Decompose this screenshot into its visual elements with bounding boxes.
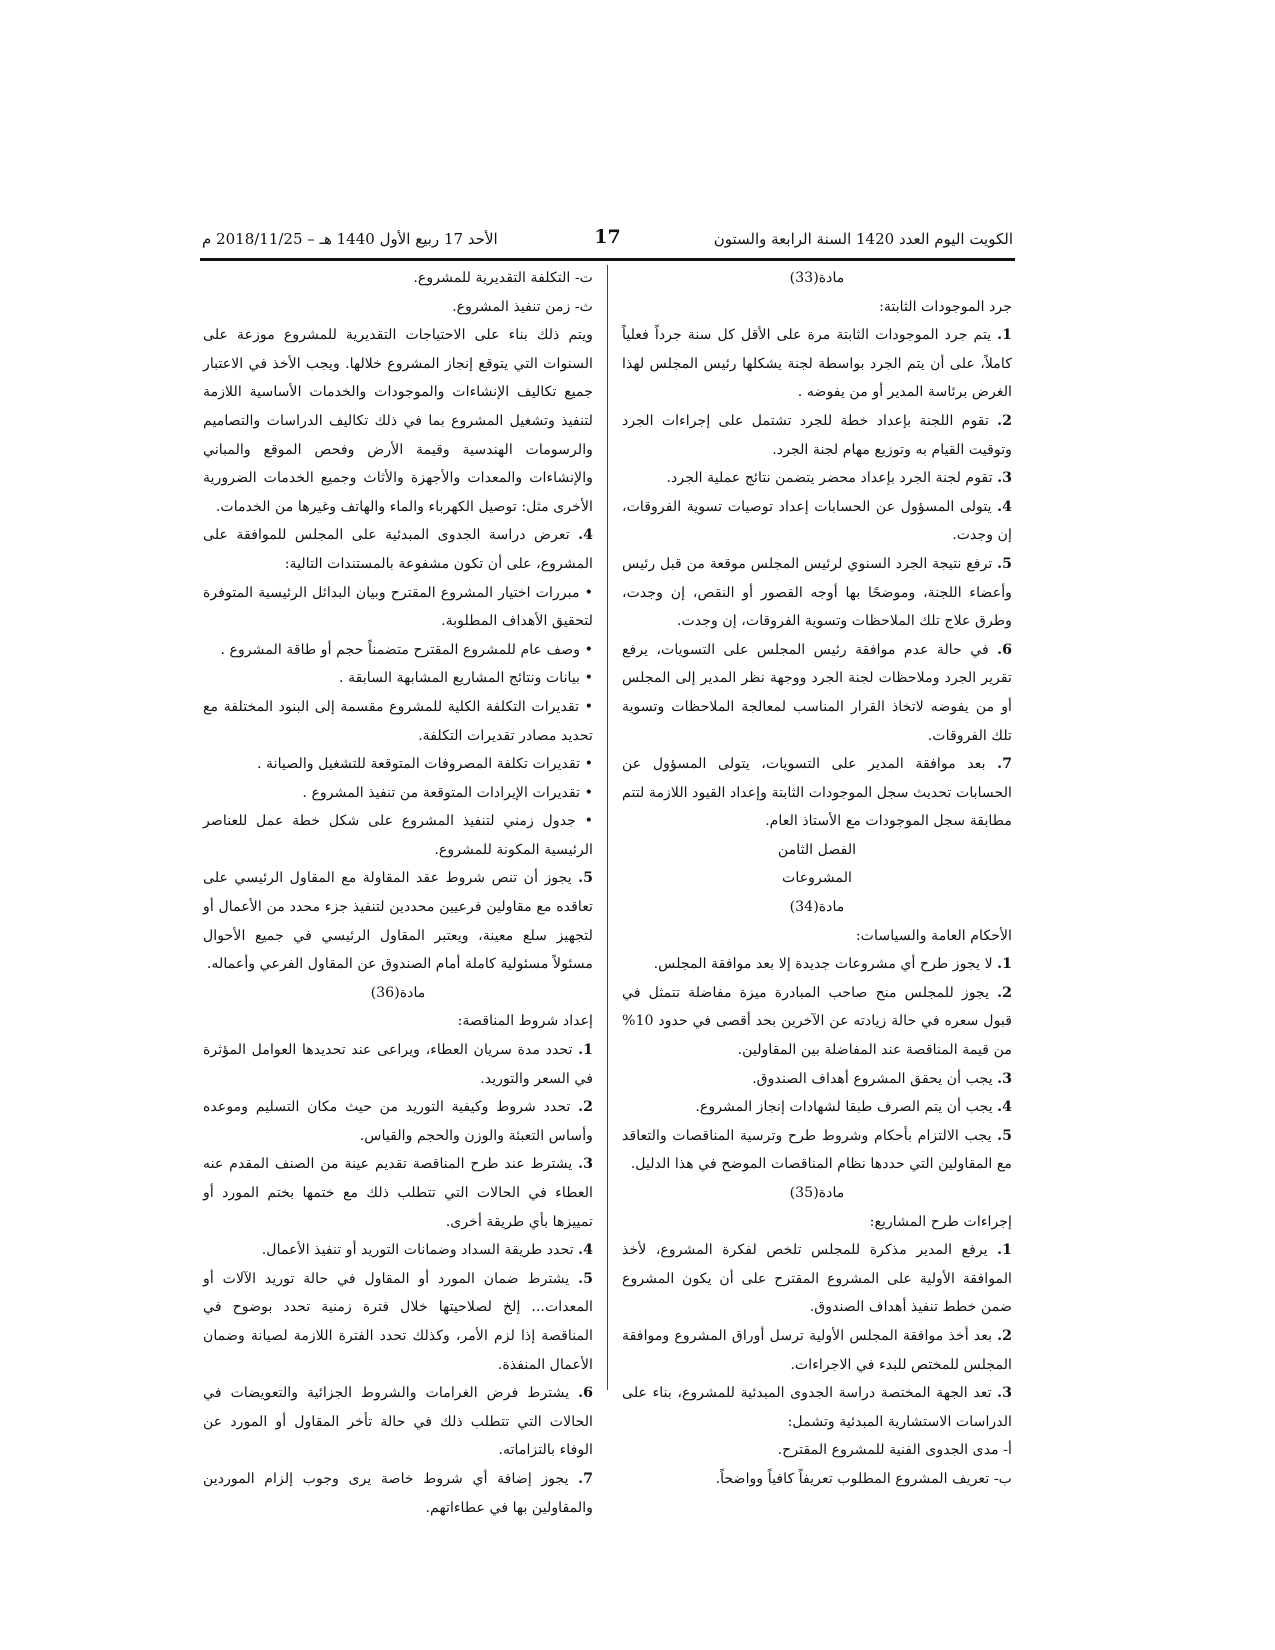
numbered-clause xyxy=(622,979,1012,1065)
paragraph: • مبررات اختيار المشروع المقترح وبيان البدائل الرئيسية المتوفرة لتحقيق الأهداف المطلوبة. xyxy=(203,584,593,630)
article-heading: مادة(35) xyxy=(789,1185,845,1201)
clause-text: لا يجوز طرح أي مشروعات جديدة إلا بعد موافقة المجلس. xyxy=(653,956,998,973)
paragraph: • تقديرات تكلفة المصروفات المتوقعة للتشغيل والصيانة . xyxy=(257,756,593,773)
clause-number: 1. xyxy=(578,1042,593,1059)
publication-title: الكويت اليوم العدد 1420 السنة الرابعة والستون xyxy=(713,230,1013,248)
clause-text: تحدد مدة سريان العطاء، ويراعى عند تحديدها العوامل المؤثرة في السعر والتوريد. xyxy=(203,1042,593,1087)
numbered-clause xyxy=(622,321,1012,407)
clause-number: 1. xyxy=(997,327,1012,344)
numbered-clause xyxy=(203,864,593,978)
clause-text: يتولى المسؤول عن الحسابات إعداد توصيات تسوية الفروقات، إن وجدت. xyxy=(622,498,1012,544)
clause-number: 1. xyxy=(997,1242,1012,1259)
paragraph: ث- زمن تنفيذ المشروع. xyxy=(452,298,593,315)
clause-text: يرفع المدير مذكرة للمجلس تلخص لفكرة المشروع، لأخذ الموافقة الأولية على المشروع المقترح على أن يكون المشروع ضمن خطط تنفيذ أهداف الصندوق. xyxy=(622,1242,1012,1316)
clause-number: 7. xyxy=(997,756,1012,773)
clause-text: يجوز للمجلس منح صاحب المبادرة ميزة مفاضلة تتمثل في قبول سعره في حالة زيادته عن الآخرين بحد أقصى في حدود 10% من قيمة المناقصة عند المفاضلة بين المقاولين. xyxy=(622,984,1012,1059)
section-heading: جرد الموجودات الثابتة: xyxy=(879,298,1012,315)
clause-number: 2. xyxy=(578,1099,593,1116)
clause-text: يشترط فرض الغرامات والشروط الجزائية والتعويضات في الحالات التي تتطلب ذلك في حالة تأخر المقاول أو المورد عن الوفاء بالتزاماته. xyxy=(203,1385,593,1459)
article-heading: مادة(34) xyxy=(789,899,845,916)
clause-text: يشترط عند طرح المناقصة تقديم عينة من الصنف المقدم عنه العطاء في الحالات التي تتطلب ذلك مع ختمها بختم المورد أو تمييزها بأي طريقة أخرى. xyxy=(203,1156,593,1230)
numbered-clause xyxy=(203,1236,593,1265)
clause-number: 5. xyxy=(997,555,1012,572)
clause-text: يشترط ضمان المورد أو المقاول في حالة توريد الآلات أو المعدات... إلخ لصلاحيتها خلال فترة زمنية تحدد بوضوح في المناقصة إذا لزم الأمر، وكذلك تحدد الفترة اللازمة لصيانة وضمان الأعمال المنفذة. xyxy=(203,1270,593,1373)
numbered-clause xyxy=(622,493,1012,550)
section-heading: إعداد شروط المناقصة: xyxy=(457,1013,593,1030)
article-heading: الفصل الثامن xyxy=(777,841,857,858)
clause-number: 4. xyxy=(578,1242,593,1259)
clause-number: 3. xyxy=(997,470,1012,487)
numbered-clause xyxy=(622,1093,1012,1122)
clause-number: 3. xyxy=(997,1385,1012,1402)
clause-text: بعد موافقة المدير على التسويات، يتولى المسؤول عن الحسابات تحديث سجل الموجودات الثابتة وإعداد القيود اللازمة لتتم مطابقة سجل الموجودات مع الأستاذ العام. xyxy=(622,756,1012,830)
numbered-clause xyxy=(622,750,1012,836)
numbered-clause xyxy=(203,1093,593,1150)
clause-text: ترفع نتيجة الجرد السنوي لرئيس المجلس موقعة من قبل رئيس وأعضاء اللجنة، وموضحًا بها أوجه القصور أو النقص، إن وجدت، وطرق علاج تلك الملاحظات وتسوية الفروقات، إن وجدت. xyxy=(622,555,1012,630)
left-column xyxy=(203,264,593,1522)
numbered-clause xyxy=(622,1122,1012,1179)
numbered-clause xyxy=(622,950,1012,979)
numbered-clause xyxy=(622,464,1012,493)
numbered-clause xyxy=(203,1379,593,1465)
clause-text: تحدد شروط وكيفية التوريد من حيث مكان التسليم وموعده وأساس التعبئة والوزن والحجم والقياس. xyxy=(203,1099,593,1144)
numbered-clause xyxy=(622,1065,1012,1094)
section-heading: الأحكام العامة والسياسات: xyxy=(855,927,1012,944)
clause-number: 6. xyxy=(997,641,1012,658)
numbered-clause xyxy=(622,1379,1012,1436)
numbered-clause xyxy=(622,636,1012,750)
clause-text: يجب أن يحقق المشروع أهداف الصندوق. xyxy=(752,1070,998,1087)
clause-text: يجوز إضافة أي شروط خاصة يرى وجوب إلزام الموردين والمقاولين بها في عطاءاتهم. xyxy=(203,1470,593,1516)
clause-number: 4. xyxy=(997,498,1012,515)
page-header xyxy=(200,226,1015,256)
clause-number: 6. xyxy=(578,1385,593,1402)
clause-number: 7. xyxy=(578,1470,593,1487)
numbered-clause xyxy=(622,1322,1012,1379)
clause-number: 1. xyxy=(997,956,1012,973)
page-number: 17 xyxy=(594,226,621,248)
clause-text: تعد الجهة المختصة دراسة الجدوى المبدئية للمشروع، بناء على الدراسات الاستشارية المبدئية وتشمل: xyxy=(622,1385,1012,1430)
clause-text: يجب الالتزام بأحكام وشروط طرح وترسية المناقصات والتعاقد مع المقاولين التي حددها نظام المناقصات الموضح في هذا الدليل. xyxy=(622,1127,1012,1173)
paragraph: • وصف عام للمشروع المقترح متضمناً حجم أو طاقة المشروع . xyxy=(220,641,593,658)
clause-text: تقوم اللجنة بإعداد خطة للجرد تشتمل على إجراءات الجرد وتوقيت القيام به وتوزيع مهام لجنة الجرد. xyxy=(622,412,1012,458)
paragraph: ب- تعريف المشروع المطلوب تعريفاً كافياً وواضحاً. xyxy=(715,1470,1012,1487)
clause-text: تعرض دراسة الجدوى المبدئية على المجلس للموافقة على المشروع، على أن تكون مشفوعة بالمستندات التالية: xyxy=(203,527,593,572)
paragraph: • بيانات ونتائج المشاريع المشابهة السابقة . xyxy=(339,670,593,687)
clause-number: 2. xyxy=(997,412,1012,429)
column-divider xyxy=(607,265,608,1390)
clause-number: 5. xyxy=(578,1270,593,1287)
clause-number: 4. xyxy=(578,527,593,544)
clause-number: 5. xyxy=(997,1127,1012,1144)
paragraph: أ- مدى الجدوى الفنية للمشروع المقترح. xyxy=(777,1442,1012,1459)
clause-number: 3. xyxy=(578,1156,593,1173)
paragraph: • جدول زمني لتنفيذ المشروع على شكل خطة عمل للعناصر الرئيسية المكونة للمشروع. xyxy=(203,813,593,858)
article-heading: المشروعات xyxy=(782,870,852,887)
paragraph: • تقديرات التكلفة الكلية للمشروع مقسمة إلى البنود المختلفة مع تحديد مصادر تقديرات التكلفة. xyxy=(203,698,593,744)
numbered-clause xyxy=(622,1236,1012,1322)
numbered-clause xyxy=(203,1036,593,1093)
article-heading: مادة(33) xyxy=(789,270,845,286)
paragraph: ويتم ذلك بناء على الاحتياجات التقديرية للمشروع موزعة على السنوات التي يتوقع إنجاز المشروع خلالها. ويجب الأخذ في الاعتبار جميع تكاليف الإنشاءات والموجودات والخدمات الأساسية اللازمة لتنفيذ وتشغيل المشروع بما في ذلك تكاليف الدراسات والتصاميم والرسومات الهندسية وقيمة الأرض وفحص الموقع والمباني والإنشاءات والمعدات والأجهزة والأثاث وجميع الخدمات الضرورية الأخرى مثل: توصيل الكهرباء والماء والهاتف وغيرها من الخدمات. xyxy=(203,327,593,515)
clause-text: تقوم لجنة الجرد بإعداد محضر يتضمن نتائج عملية الجرد. xyxy=(666,470,998,487)
clause-number: 5. xyxy=(578,870,593,887)
numbered-clause xyxy=(203,1465,593,1522)
numbered-clause xyxy=(622,550,1012,636)
section-heading: إجراءات طرح المشاريع: xyxy=(869,1213,1012,1230)
clause-text: يجوز أن تنص شروط عقد المقاولة مع المقاول الرئيسي على تعاقده مع مقاولين فرعيين محددين لتنفيذ جزء محدد من الأعمال أو لتجهيز سلع معينة، ويعتبر المقاول الرئيسي في جميع الأحوال مسئولاً مسئولية كاملة أمام الصندوق عن المقاول الفرعي وأعماله. xyxy=(203,870,593,973)
numbered-clause xyxy=(203,521,593,578)
numbered-clause xyxy=(203,1150,593,1236)
issue-date: الأحد 17 ربيع الأول 1440 هـ – 2018/11/25 م xyxy=(202,230,498,248)
clause-text: بعد أخذ موافقة المجلس الأولية ترسل أوراق المشروع وموافقة المجلس للمختص للبدء في الاجراءات. xyxy=(622,1327,1012,1373)
right-column xyxy=(622,264,1012,1494)
header-rule xyxy=(200,258,1015,261)
paragraph: ت- التكلفة التقديرية للمشروع. xyxy=(413,270,593,286)
clause-text: تحدد طريقة السداد وضمانات التوريد أو تنفيذ الأعمال. xyxy=(261,1242,579,1259)
clause-number: 3. xyxy=(997,1070,1012,1087)
clause-number: 4. xyxy=(997,1099,1012,1116)
numbered-clause xyxy=(622,407,1012,464)
paragraph: • تقديرات الإيرادات المتوقعة من تنفيذ المشروع . xyxy=(302,784,593,801)
clause-number: 2. xyxy=(997,984,1012,1001)
clause-text: يجب أن يتم الصرف طبقا لشهادات إنجاز المشروع. xyxy=(695,1099,998,1116)
numbered-clause xyxy=(203,1265,593,1379)
article-heading: مادة(36) xyxy=(370,984,426,1001)
clause-text: يتم جرد الموجودات الثابتة مرة على الأقل كل سنة جرداً فعلياً كاملاً، على أن يتم الجرد بواسطة لجنة يشكلها رئيس المجلس لهذا الغرض برئاسة المدير أو من يفوضه . xyxy=(622,327,1012,401)
clause-number: 2. xyxy=(997,1327,1012,1344)
clause-text: في حالة عدم موافقة رئيس المجلس على التسويات، يرفع تقرير الجرد وملاحظات لجنة الجرد ووجهة نظر المدير إلى المجلس أو من يفوضه لاتخاذ القرار المناسب لمعالجة الملاحظات وتسوية تلك الفروقات. xyxy=(622,641,1012,744)
